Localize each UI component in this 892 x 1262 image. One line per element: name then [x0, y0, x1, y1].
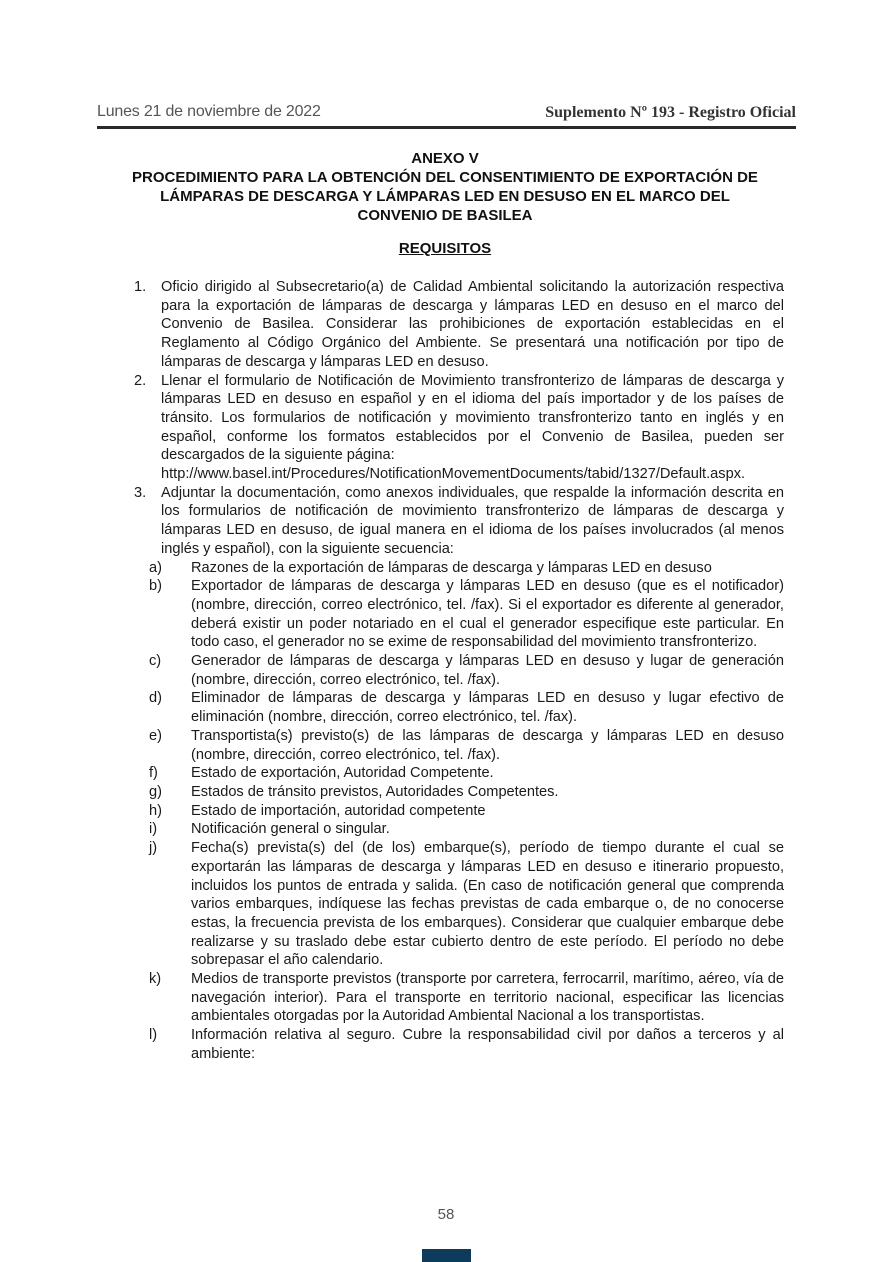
- sub-item-text: Estados de tránsito previstos, Autoridades Competentes.: [191, 783, 559, 800]
- sub-item-text: Información relativa al seguro. Cubre la responsabilidad civil por daños a terceros y al ambiente:: [191, 1027, 784, 1062]
- sub-item-text: Estado de importación, autoridad competente: [191, 802, 486, 819]
- sub-item-letter: a): [149, 559, 162, 576]
- sub-item-h: [134, 802, 784, 821]
- item-number: 3.: [134, 484, 147, 501]
- sub-item-l: [134, 1026, 784, 1063]
- sub-item-f: [134, 764, 784, 783]
- sub-item-text: Estado de exportación, Autoridad Competente.: [191, 765, 494, 782]
- sub-item-text: Razones de la exportación de lámparas de descarga y lámparas LED en desuso: [191, 559, 712, 576]
- list-item-1: [134, 278, 784, 372]
- sub-item-text: Eliminador de lámparas de descarga y lámparas LED en desuso y lugar efectivo de eliminación (nombre, dirección, correo electrónico, tel. /fax).: [191, 690, 784, 726]
- sub-item-letter: i): [149, 821, 158, 838]
- document-title: [100, 149, 790, 225]
- footer-bar: [422, 1249, 471, 1262]
- sub-list: [149, 559, 784, 1064]
- sub-item-letter: c): [149, 653, 162, 670]
- section-heading: REQUISITOS: [398, 240, 492, 257]
- sub-item-b: [134, 577, 784, 652]
- header-rule: [97, 126, 796, 129]
- running-header: [97, 103, 796, 125]
- sub-item-g: [134, 783, 784, 802]
- item-text: Oficio dirigido al Subsecretario(a) de Calidad Ambiental solicitando la autorización respectiva para la exportación de lámparas de descarga y lámparas LED en desuso en el marco del Convenio de Basilea. Considerar las prohibiciones de exportación establecidas en el Reglamento al Código Orgánico del Ambiente. Se presentará una notificación por tipo de lámparas de descarga y lámparas LED en desuso.: [161, 279, 784, 370]
- sub-item-letter: f): [149, 765, 158, 782]
- sub-item-text: Medios de transporte previstos (transporte por carretera, ferrocarril, marítimo, aéreo, vía de navegación interior). Para el transporte en territorio nacional, especificar las licencias ambientales otorgadas por la Autoridad Ambiental Nacional a los transportistas.: [191, 971, 784, 1025]
- sub-item-a: [134, 559, 784, 578]
- sub-item-e: [134, 727, 784, 764]
- sub-item-k: [134, 970, 784, 1026]
- annex-label: ANEXO V: [411, 150, 479, 167]
- basel-url-link[interactable]: http://www.basel.int/Procedures/NotificationMovementDocuments/tabid/1327/Default.aspx.: [161, 466, 746, 483]
- sub-item-letter: k): [149, 971, 162, 988]
- sub-item-letter: l): [149, 1027, 158, 1044]
- page-number: 58: [437, 1206, 455, 1223]
- sub-item-letter: d): [149, 690, 162, 707]
- sub-item-letter: h): [149, 802, 162, 819]
- sub-item-text: Generador de lámparas de descarga y lámparas LED en desuso y lugar de generación (nombre, dirección, correo electrónico, tel. /fax).: [191, 653, 784, 688]
- sub-item-letter: b): [149, 578, 162, 595]
- title-line-1: PROCEDIMIENTO PARA LA OBTENCIÓN DEL CONSENTIMIENTO DE EXPORTACIÓN DE: [132, 169, 758, 186]
- title-line-3: CONVENIO DE BASILEA: [357, 207, 533, 224]
- requirements-list: [134, 278, 784, 1064]
- sub-item-letter: j): [149, 840, 158, 857]
- sub-item-letter: e): [149, 727, 162, 744]
- list-item-2: [134, 372, 784, 484]
- item-text: Llenar el formulario de Notificación de Movimiento transfronterizo de lámparas de descarga y lámparas LED en desuso en español y en el idioma del país importador y de los países de tránsito. Los formularios de notificación y movimiento transfronterizo tanto en inglés y en español, conforme los formatos establecidos por el Convenio de Basilea, pueden ser descargados de la siguiente página:: [161, 372, 784, 464]
- sub-item-text: Notificación general o singular.: [191, 821, 390, 838]
- list-item-3: [134, 484, 784, 559]
- sub-item-i: [134, 820, 784, 839]
- item-number: 2.: [134, 372, 147, 389]
- header-date: Lunes 21 de noviembre de 2022: [97, 103, 321, 120]
- sub-item-c: [134, 652, 784, 689]
- sub-item-text: Fecha(s) prevista(s) del (de los) embarque(s), período de tiempo durante el cual se exportarán las lámparas de descarga y lámparas LED en desuso e itinerario propuesto, incluidos los puntos de entrada y salida. (En caso de notificación general que comprenda varios embarques, indíquese las fechas previstas de cada embarque o, de no conocerse estas, la frecuencia prevista de los embarques). Considerar que cualquier embarque debe realizarse y su traslado debe estar cubierto dentro de este período. El período no debe sobrepasar el año calendario.: [191, 840, 784, 969]
- sub-item-text: Exportador de lámparas de descarga y lámparas LED en desuso (que es el notificador) (nombre, dirección, correo electrónico, tel. /fax). Si el exportador es diferente al generador, deberá existir un poder notariado en el cual el generador especifique este particular. En todo caso, el generador no se exime de responsabilidad del movimiento transfronterizo.: [191, 578, 784, 651]
- header-publication: Suplemento Nº 193 - Registro Oficial: [545, 104, 796, 121]
- sub-item-d: [134, 689, 784, 726]
- sub-item-text: Transportista(s) previsto(s) de las lámparas de descarga y lámparas LED en desuso (nombre, dirección, correo electrónico, tel. /fax).: [191, 727, 784, 763]
- sub-item-j: [134, 839, 784, 970]
- sub-item-letter: g): [149, 783, 162, 800]
- item-number: 1.: [134, 279, 147, 295]
- item-text: Adjuntar la documentación, como anexos individuales, que respalde la información descrita en los formularios de notificación de movimiento transfronterizo de lámparas de descarga y lámparas LED en desuso, de igual manera en el idioma de los países involucrados (al menos inglés y español), con la siguiente secuencia:: [161, 484, 784, 557]
- title-line-2: LÁMPARAS DE DESCARGA Y LÁMPARAS LED EN DESUSO EN EL MARCO DEL: [160, 188, 730, 205]
